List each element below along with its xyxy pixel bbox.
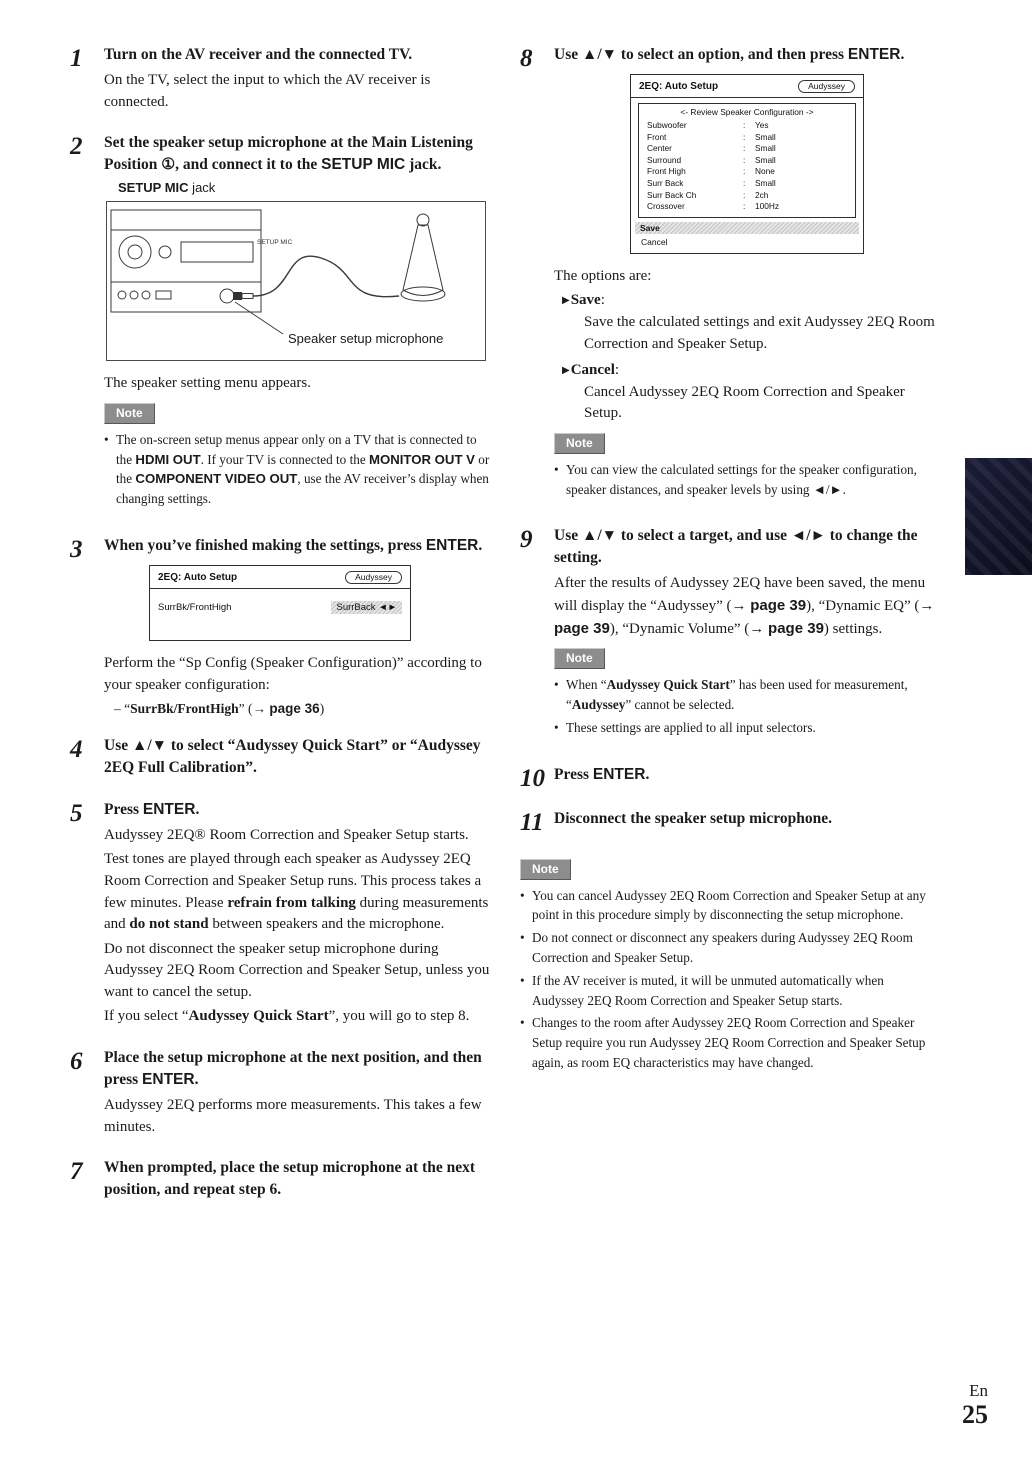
step-3 (70, 535, 490, 719)
step-heading: Turn on the AV receiver and the connected TV. (104, 46, 413, 63)
config-row: Front : Small (647, 131, 776, 142)
step-number: 11 (520, 809, 544, 837)
osd-title: 2EQ: Auto Setup (158, 571, 238, 583)
note-item: • If the AV receiver is muted, it will be unmuted automatically when Audyssey 2EQ Room Correction and Speaker Setup starts. (520, 971, 938, 1011)
step-number: 9 (520, 526, 533, 554)
osd-header (631, 75, 863, 98)
step-heading: Disconnect the speaker setup microphone. (554, 810, 832, 828)
step-10 (520, 764, 938, 793)
step-body: The options are: (554, 267, 652, 284)
note-badge: Note (104, 403, 155, 424)
config-row: Front High : None (647, 166, 775, 177)
note-item: • When “Audyssey Quick Start” has been used for measurement, “Audyssey” cannot be selected. (554, 675, 938, 715)
step-body: The speaker setting menu appears. (104, 375, 312, 392)
step-number: 4 (70, 735, 83, 763)
step-5 (70, 799, 490, 1031)
step-heading: Press ENTER. (104, 800, 200, 818)
note-item: • Do not connect or disconnect any speakers during Audyssey 2EQ Room Correction and Speaker Setup. (520, 928, 938, 968)
mic-plug-drawing (233, 292, 253, 300)
step-number: 5 (70, 799, 83, 827)
mic-callout-label: Speaker setup microphone (288, 331, 444, 347)
step-8 (520, 44, 938, 509)
osd-row (150, 589, 410, 640)
note-block (554, 433, 938, 500)
triangle-right-icon: ▶ (562, 295, 570, 307)
note-item: • Changes to the room after Audyssey 2EQ Room Correction and Speaker Setup require you run Audyssey 2EQ Room Correction and Speaker Setup again, as room EQ characteristics may have changed. (520, 1013, 938, 1072)
option-save (554, 290, 938, 355)
step-1 (70, 44, 490, 116)
jack-label: SETUP MIC (257, 239, 293, 247)
note-item: • You can cancel Audyssey 2EQ Room Correction and Speaker Setup at any point in this procedure simply by disconnecting the setup microphone. (520, 886, 938, 926)
step-heading: Press ENTER. (554, 765, 650, 783)
option-cancel (554, 360, 938, 425)
note-item: • These settings are applied to all input selectors. (554, 718, 938, 738)
note-list (520, 886, 938, 1073)
step-9 (520, 525, 938, 747)
language-label: En (969, 1381, 988, 1401)
osd-save-option: Save (635, 222, 859, 234)
left-column (70, 44, 490, 1221)
figure-caption: SETUP MIC jack (118, 180, 216, 196)
panel-header: <- Review Speaker Configuration -> (680, 107, 814, 117)
step-11 (520, 808, 938, 837)
step-heading: Use ▲/▼ to select “Audyssey Quick Start” or “Audyssey 2EQ Full Calibration”. (104, 736, 481, 776)
option-label (554, 290, 938, 311)
config-row: Crossover : 100Hz (647, 201, 779, 212)
step-number: 6 (70, 1048, 83, 1076)
step-heading: Use ▲/▼ to select a target, and use ◄/► to change the setting. (554, 527, 918, 567)
page-footer (962, 1380, 988, 1430)
config-row: Center : Small (647, 143, 776, 154)
step-body: Do not disconnect the speaker setup microphone during Audyssey 2EQ Room Correction and Speaker Setup, unless you want to cancel the setup. (104, 940, 490, 1000)
audyssey-badge: Audyssey (345, 571, 402, 584)
step-7 (70, 1157, 490, 1205)
setup-microphone-drawing (401, 214, 445, 301)
callout-leader-line (235, 302, 283, 334)
note-badge: Note (554, 648, 605, 669)
step-heading: When prompted, place the setup microphone at the next position, and repeat step 6. (104, 1159, 475, 1199)
option-description: Save the calculated settings and exit Audyssey 2EQ Room Correction and Speaker Setup. (584, 314, 935, 353)
mic-cable-drawing (253, 256, 399, 297)
step-body: After the results of Audyssey 2EQ have been saved, the menu will display the “Audyssey” (→ page 39), “Dynamic EQ” (→ page 39), “Dynamic Volume” (→ page 39) settings. (554, 575, 935, 637)
config-row: Subwoofer : Yes (647, 120, 769, 130)
step-body: Test tones are played through each speaker as Audyssey 2EQ Room Correction and Speaker Setup runs. This process takes a few minutes. Please refrain from talking during measurements and do not stand between speakers and the microphone. (104, 851, 489, 933)
step-number: 10 (520, 764, 545, 792)
right-column (520, 44, 938, 1221)
step-number: 3 (70, 535, 83, 563)
note-badge: Note (554, 433, 605, 454)
review-config-panel (638, 103, 856, 218)
step-number: 7 (70, 1158, 83, 1186)
option-name: Cancel: (570, 361, 620, 378)
config-row: Surr Back Ch : 2ch (647, 189, 769, 200)
step-body: On the TV, select the input to which the AV receiver is connected. (104, 72, 431, 110)
osd-item-label: SurrBk/FrontHigh (158, 601, 232, 613)
page-number: 25 (962, 1400, 988, 1430)
step-number: 2 (70, 133, 83, 161)
osd-screen-review-config (630, 74, 864, 254)
note-badge: Note (520, 859, 571, 880)
note-list (554, 675, 938, 737)
chapter-edge-tab (965, 458, 1032, 575)
option-name: Save: (570, 292, 605, 309)
final-note-block (520, 859, 938, 1073)
option-description: Cancel Audyssey 2EQ Room Correction and Speaker Setup. (584, 383, 905, 422)
setup-mic-illustration (106, 201, 486, 361)
note-block (104, 403, 490, 509)
step-heading: Place the setup microphone at the next position, and then press ENTER. (104, 1049, 482, 1089)
step-heading: Set the speaker setup microphone at the Main Listening Position ①, and connect it to the SETUP MIC jack. (104, 134, 473, 174)
note-block (554, 648, 938, 737)
osd-cancel-option: Cancel (641, 236, 668, 247)
step-body: Audyssey 2EQ performs more measurements. This takes a few minutes. (104, 1097, 482, 1135)
step-number: 8 (520, 45, 533, 72)
note-list (554, 460, 938, 500)
step-number: 1 (70, 45, 83, 72)
step-heading: Use ▲/▼ to select an option, and then press ENTER. (554, 46, 905, 63)
osd-title: 2EQ: Auto Setup (639, 81, 719, 92)
setup-mic-figure-block (106, 180, 490, 361)
step-heading: When you’ve finished making the settings, press ENTER. (104, 536, 483, 554)
osd-screen-sp-config (149, 565, 411, 641)
step-4 (70, 735, 490, 783)
step-6 (70, 1047, 490, 1141)
audyssey-badge: Audyssey (798, 80, 855, 93)
note-item: • The on-screen setup menus appear only on a TV that is connected to the HDMI OUT. If your TV is connected to the MONITOR OUT V or the COMPONENT VIDEO OUT, use the AV receiver’s display when changing settings. (104, 430, 490, 509)
config-row: Surr Back : Small (647, 178, 776, 189)
step-body: Perform the “Sp Config (Speaker Configuration)” according to your speaker configuration: (104, 654, 482, 693)
step-body: If you select “Audyssey Quick Start”, you will go to step 8. (104, 1008, 470, 1025)
triangle-right-icon: ▶ (562, 364, 570, 376)
step-body: Audyssey 2EQ® Room Correction and Speaker Setup starts. (104, 826, 469, 843)
note-item: • You can view the calculated settings for the speaker configuration, speaker distances, and speaker levels by using ◄/►. (554, 460, 938, 500)
cross-reference: – “SurrBk/FrontHigh” (→ page 36) (114, 701, 325, 717)
option-label (554, 360, 938, 381)
config-row: Surround : Small (647, 154, 776, 165)
osd-selected-value: SurrBack ◄► (331, 601, 402, 614)
osd-header (150, 566, 410, 589)
step-2 (70, 132, 490, 519)
note-list (104, 430, 490, 509)
